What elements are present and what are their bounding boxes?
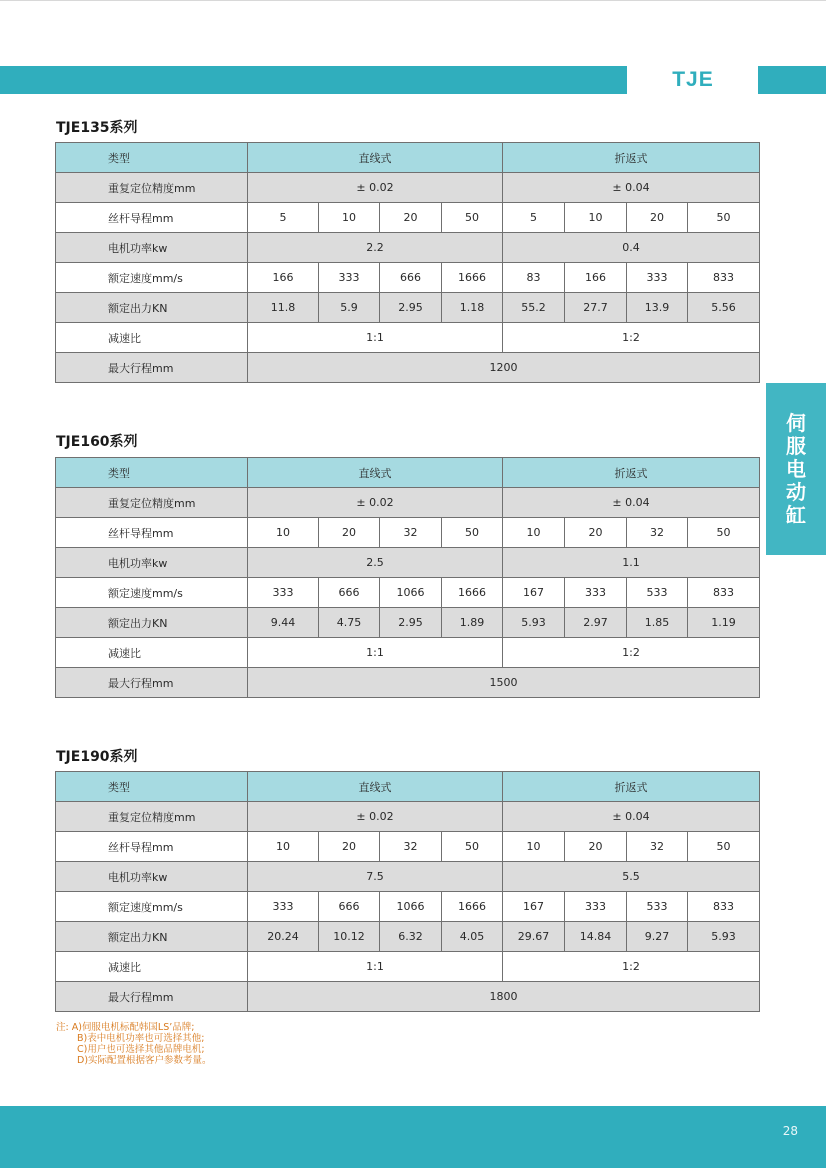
table-cell: 13.9: [627, 293, 688, 323]
table-cell: 7.5: [248, 862, 503, 892]
table-row: [56, 638, 760, 668]
table-cell: 1:2: [503, 323, 760, 353]
table-cell: 167: [503, 892, 565, 922]
table-cell: 20: [380, 203, 442, 233]
table-cell: 5.5: [503, 862, 760, 892]
table-cell: ± 0.04: [503, 173, 760, 203]
table-cell: 20: [627, 203, 688, 233]
side-tab-char: 伺: [786, 410, 806, 435]
side-tab-char: 动: [786, 479, 806, 504]
type-linear: 直线式: [248, 772, 503, 802]
table-cell: 666: [319, 892, 380, 922]
table-cell: 1.1: [503, 548, 760, 578]
row-label: 额定速度mm/s: [56, 892, 248, 922]
table-cell: 5.9: [319, 293, 380, 323]
table-cell: 1:1: [248, 952, 503, 982]
table-cell: 333: [319, 263, 380, 293]
table-cell: 1:2: [503, 952, 760, 982]
table-cell: 50: [442, 518, 503, 548]
table-cell: 20.24: [248, 922, 319, 952]
table-row: [56, 263, 760, 293]
table-cell: 2.95: [380, 608, 442, 638]
side-tab-char: 服: [786, 433, 806, 458]
table-cell: 1500: [248, 668, 760, 698]
table-cell: 1.89: [442, 608, 503, 638]
table-row: [56, 862, 760, 892]
table-cell: 1.18: [442, 293, 503, 323]
row-label: 额定速度mm/s: [56, 263, 248, 293]
type-linear: 直线式: [248, 143, 503, 173]
footnote-line: B)表中电机功率也可选择其他;: [77, 1033, 205, 1044]
header-band-right: [758, 66, 826, 94]
type-folded: 折返式: [503, 143, 760, 173]
table-cell: 50: [688, 203, 760, 233]
row-label: 电机功率kw: [56, 862, 248, 892]
table-row: [56, 353, 760, 383]
table-cell: 20: [565, 832, 627, 862]
table-row: [56, 518, 760, 548]
table-cell: 50: [442, 203, 503, 233]
row-label: 类型: [56, 458, 248, 488]
row-label: 丝杆导程mm: [56, 832, 248, 862]
type-linear: 直线式: [248, 458, 503, 488]
table-cell: 10: [503, 518, 565, 548]
row-label: 减速比: [56, 952, 248, 982]
table-cell: 333: [248, 578, 319, 608]
table-cell: 1:1: [248, 638, 503, 668]
row-label: 额定出力KN: [56, 922, 248, 952]
table-cell: 20: [319, 832, 380, 862]
row-label: 电机功率kw: [56, 548, 248, 578]
table-row: [56, 952, 760, 982]
table-cell: 1066: [380, 578, 442, 608]
table-cell: 1:2: [503, 638, 760, 668]
table-cell: 333: [627, 263, 688, 293]
table-cell: 2.2: [248, 233, 503, 263]
table-cell: 5: [248, 203, 319, 233]
table-cell: 666: [380, 263, 442, 293]
table-cell: 55.2: [503, 293, 565, 323]
table-cell: 1066: [380, 892, 442, 922]
side-tab-char: 缸: [786, 502, 806, 527]
table-cell: 50: [688, 518, 760, 548]
table-cell: 9.44: [248, 608, 319, 638]
table-row: [56, 203, 760, 233]
row-label: 最大行程mm: [56, 353, 248, 383]
footnote-line: D)实际配置根据客户参数考量。: [77, 1055, 212, 1066]
table-cell: 32: [380, 832, 442, 862]
spec-table-tje160: [55, 457, 760, 698]
table-cell: 10: [319, 203, 380, 233]
table-cell: 20: [565, 518, 627, 548]
table-cell: 1:1: [248, 323, 503, 353]
table-cell: 1.19: [688, 608, 760, 638]
table-cell: 1666: [442, 263, 503, 293]
row-label: 额定出力KN: [56, 608, 248, 638]
footnote-line: 注: A)伺服电机标配韩国LS’品牌;: [56, 1022, 195, 1033]
table-cell: 29.67: [503, 922, 565, 952]
table-cell: 167: [503, 578, 565, 608]
table-cell: ± 0.02: [248, 488, 503, 518]
footer-band: [0, 1106, 826, 1168]
top-rule: [0, 0, 826, 1]
table-cell: 333: [565, 892, 627, 922]
row-label: 减速比: [56, 323, 248, 353]
table-row: [56, 143, 760, 173]
table-cell: 1800: [248, 982, 760, 1012]
row-label: 最大行程mm: [56, 982, 248, 1012]
table-cell: 14.84: [565, 922, 627, 952]
table-cell: 5: [503, 203, 565, 233]
row-label: 额定速度mm/s: [56, 578, 248, 608]
type-folded: 折返式: [503, 458, 760, 488]
row-label: 丝杆导程mm: [56, 518, 248, 548]
table-cell: 333: [565, 578, 627, 608]
table-cell: 27.7: [565, 293, 627, 323]
section-title-tje190: TJE190系列: [56, 749, 138, 765]
section-title-tje160: TJE160系列: [56, 434, 138, 450]
table-row: [56, 548, 760, 578]
table-cell: 0.4: [503, 233, 760, 263]
table-cell: 5.93: [688, 922, 760, 952]
table-cell: 6.32: [380, 922, 442, 952]
table-cell: 666: [319, 578, 380, 608]
table-cell: 10: [248, 832, 319, 862]
table-cell: 4.05: [442, 922, 503, 952]
table-row: [56, 982, 760, 1012]
table-cell: 20: [319, 518, 380, 548]
table-cell: 833: [688, 578, 760, 608]
footnote-line: C)用户也可选择其他品牌电机;: [77, 1044, 205, 1055]
table-row: [56, 608, 760, 638]
table-cell: 1666: [442, 578, 503, 608]
table-cell: 833: [688, 263, 760, 293]
footnotes: [56, 1022, 212, 1066]
table-row: [56, 578, 760, 608]
table-row: [56, 922, 760, 952]
table-cell: 1.85: [627, 608, 688, 638]
table-cell: 833: [688, 892, 760, 922]
section-title-tje135: TJE135系列: [56, 120, 138, 136]
table-row: [56, 488, 760, 518]
table-row: [56, 668, 760, 698]
table-cell: 333: [248, 892, 319, 922]
table-cell: 10: [248, 518, 319, 548]
table-cell: 5.93: [503, 608, 565, 638]
table-cell: 5.56: [688, 293, 760, 323]
table-cell: 10.12: [319, 922, 380, 952]
row-label: 电机功率kw: [56, 233, 248, 263]
row-label: 重复定位精度mm: [56, 173, 248, 203]
table-cell: 32: [380, 518, 442, 548]
table-cell: 533: [627, 578, 688, 608]
table-cell: ± 0.02: [248, 802, 503, 832]
table-cell: 50: [442, 832, 503, 862]
table-cell: 2.5: [248, 548, 503, 578]
table-cell: 2.95: [380, 293, 442, 323]
table-cell: ± 0.04: [503, 802, 760, 832]
table-cell: 32: [627, 832, 688, 862]
table-row: [56, 832, 760, 862]
table-row: [56, 173, 760, 203]
table-cell: 4.75: [319, 608, 380, 638]
brand-title: TJE: [672, 68, 714, 91]
table-row: [56, 323, 760, 353]
header-band-left: [0, 66, 627, 94]
table-row: [56, 802, 760, 832]
table-cell: 10: [565, 203, 627, 233]
table-row: [56, 293, 760, 323]
row-label: 重复定位精度mm: [56, 488, 248, 518]
table-cell: ± 0.02: [248, 173, 503, 203]
spec-table-tje135: [55, 142, 760, 383]
table-cell: 9.27: [627, 922, 688, 952]
table-row: [56, 233, 760, 263]
table-cell: 32: [627, 518, 688, 548]
table-cell: 11.8: [248, 293, 319, 323]
type-folded: 折返式: [503, 772, 760, 802]
table-cell: 83: [503, 263, 565, 293]
table-cell: ± 0.04: [503, 488, 760, 518]
table-cell: 166: [565, 263, 627, 293]
table-cell: 10: [503, 832, 565, 862]
side-tab-char: 电: [786, 456, 806, 481]
table-cell: 1200: [248, 353, 760, 383]
spec-table-tje190: [55, 771, 760, 1012]
table-row: [56, 892, 760, 922]
row-label: 最大行程mm: [56, 668, 248, 698]
table-cell: 50: [688, 832, 760, 862]
row-label: 丝杆导程mm: [56, 203, 248, 233]
row-label: 类型: [56, 772, 248, 802]
row-label: 额定出力KN: [56, 293, 248, 323]
row-label: 减速比: [56, 638, 248, 668]
side-category-tab: [766, 383, 826, 555]
table-cell: 2.97: [565, 608, 627, 638]
row-label: 重复定位精度mm: [56, 802, 248, 832]
table-row: [56, 772, 760, 802]
page-number: 28: [782, 1124, 798, 1138]
table-cell: 166: [248, 263, 319, 293]
row-label: 类型: [56, 143, 248, 173]
table-cell: 533: [627, 892, 688, 922]
table-row: [56, 458, 760, 488]
table-cell: 1666: [442, 892, 503, 922]
